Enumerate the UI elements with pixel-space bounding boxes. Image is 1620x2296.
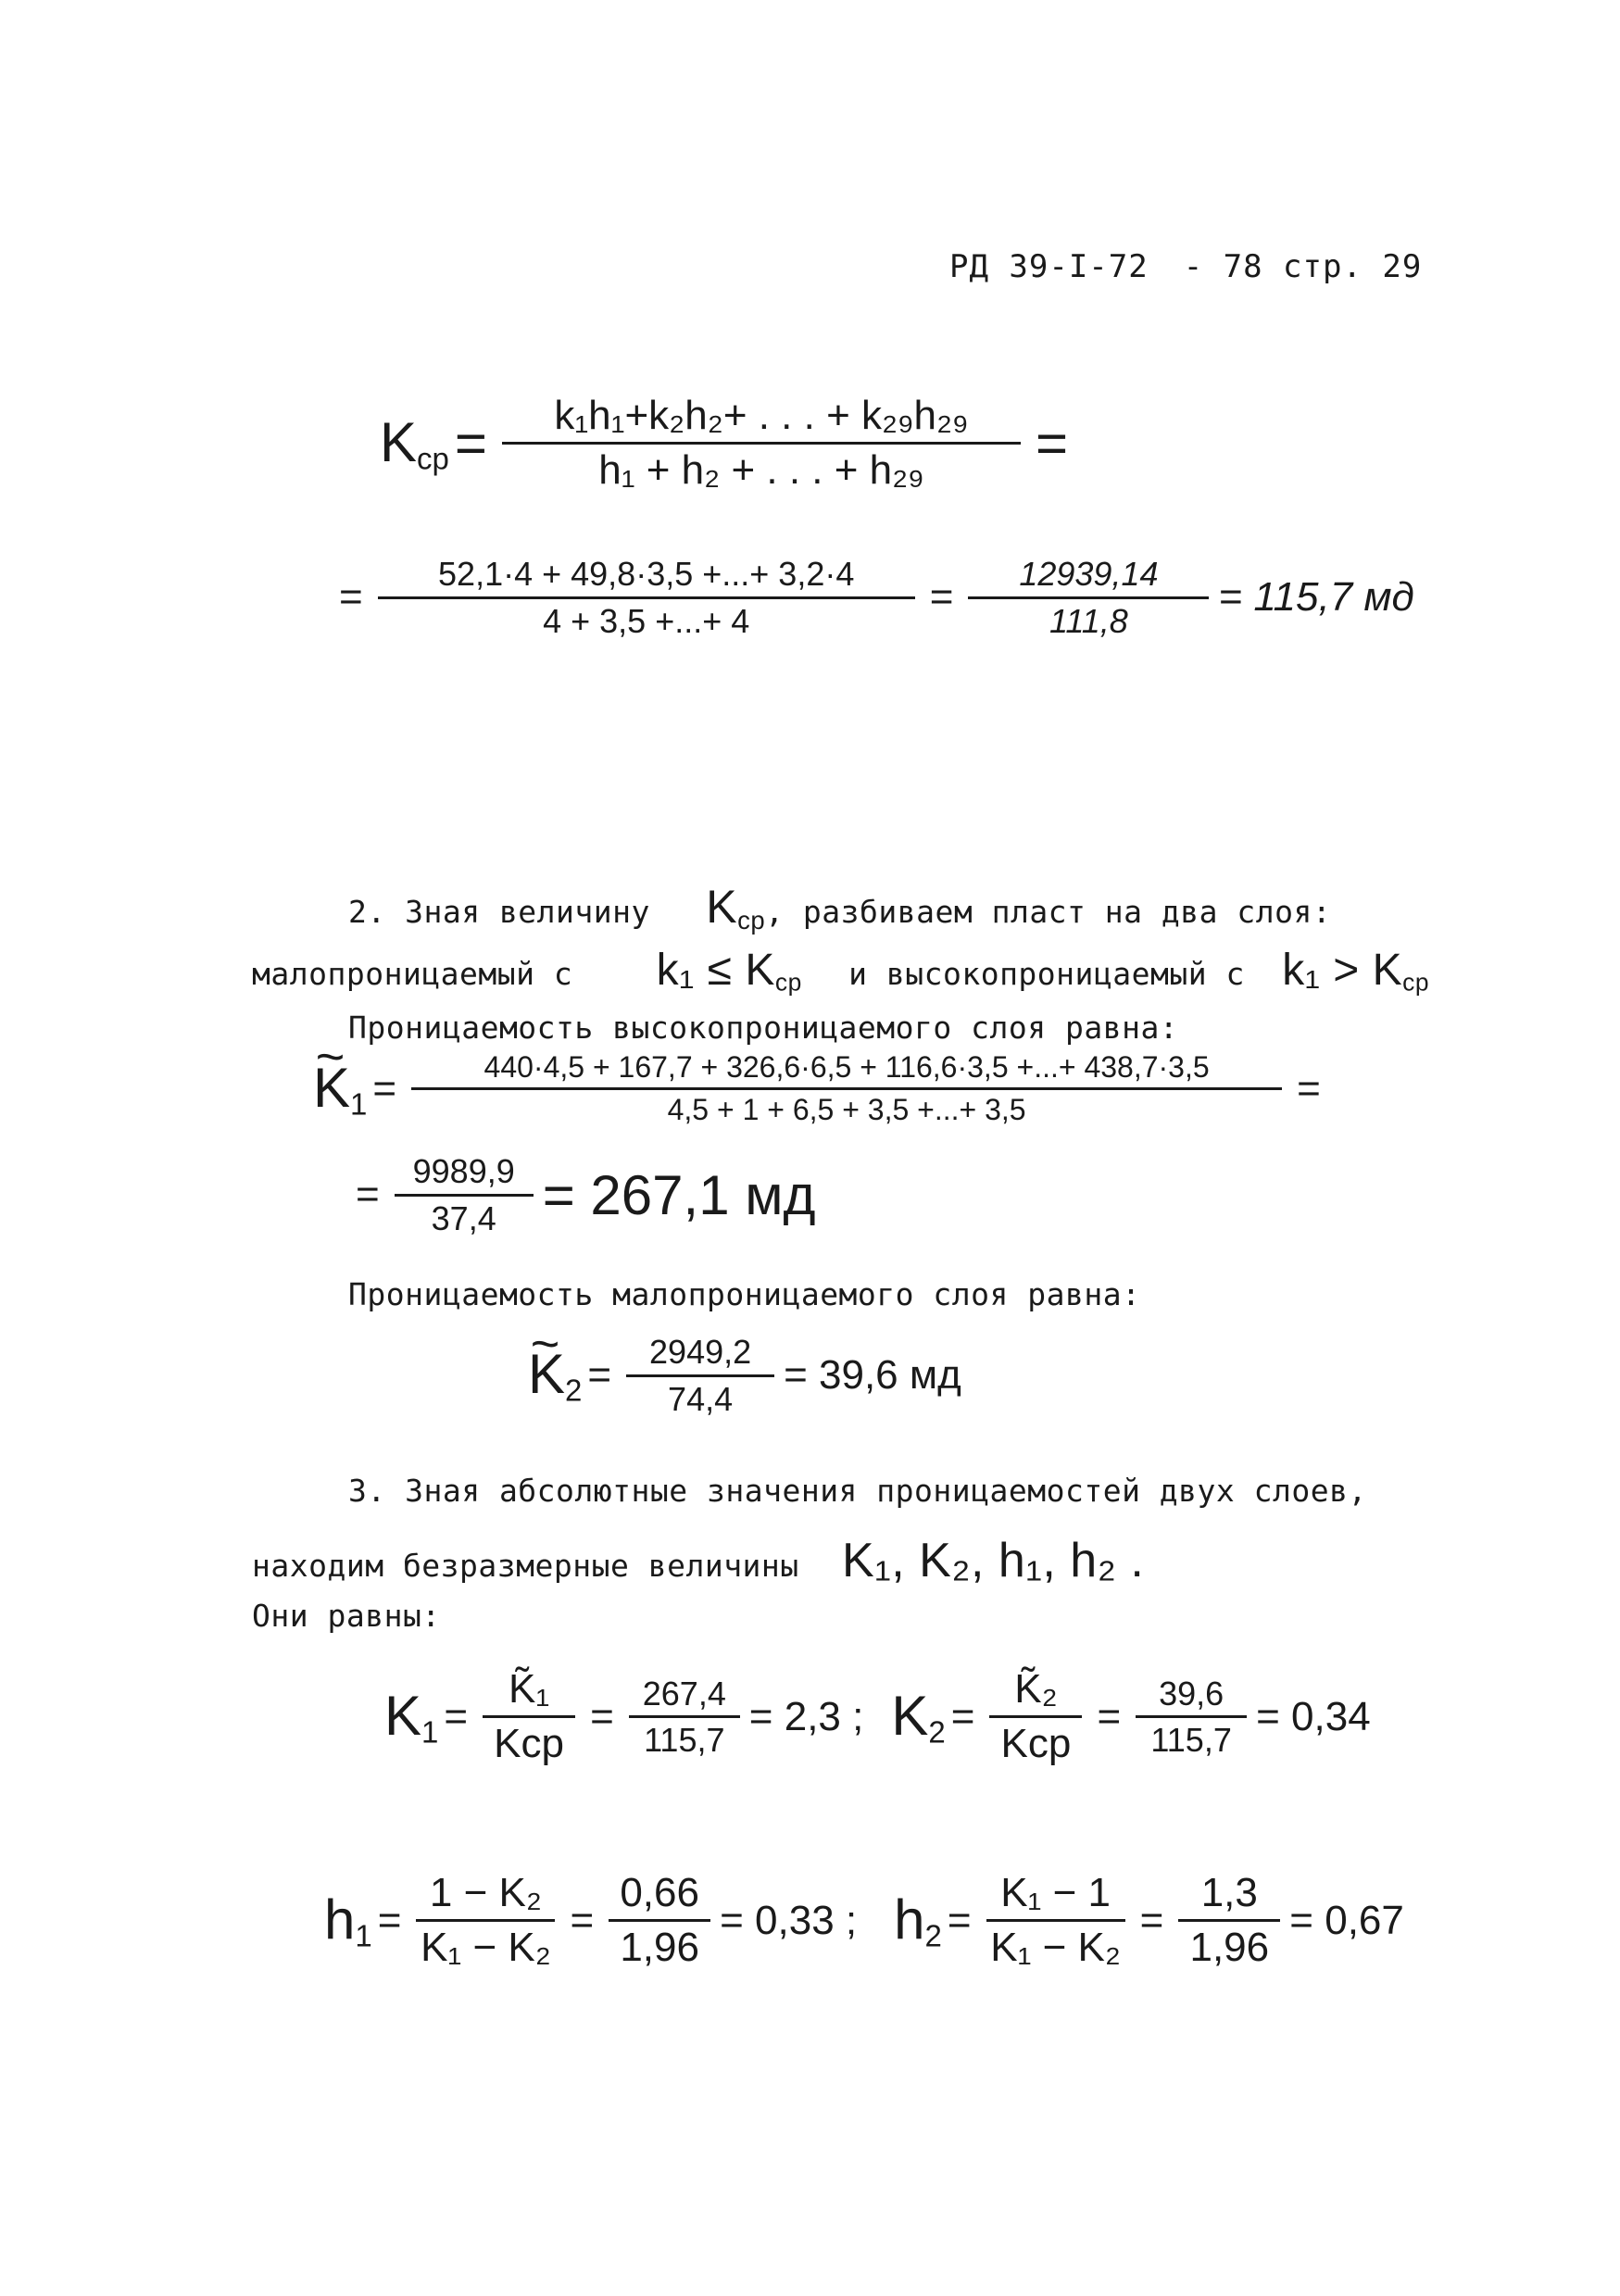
- denominator: Kср: [494, 1721, 564, 1767]
- h1-result: = 0,33 ;: [720, 1897, 858, 1943]
- formula-lhs: $K_{ср}$: [380, 411, 449, 476]
- fraction-bar: [1136, 1715, 1247, 1718]
- fraction: [986, 1871, 1125, 1971]
- fraction-bar: [395, 1194, 534, 1197]
- formula-h-dimensionless: $h_1$ = $\frac{\text{1 − K₂}}{\text{K₁ − K₂}}$ = $\frac{0,66}{1,96}$ = 0,33 ; $h_2$ = $\frac{\text{K₁ − 1}}{\text{K₁ − K₂}}$ = $\frac{1,3}{1,96}$ = 0,67: [324, 1870, 1404, 1971]
- fraction-bar: [609, 1919, 710, 1922]
- paragraph-2-line-1: 2. Зная величину $K_{ср}$, разбиваем пласт на два слоя:: [348, 881, 1332, 935]
- h2-result: = 0,67: [1289, 1897, 1404, 1943]
- numerator: 39,6: [1159, 1674, 1224, 1713]
- denominator: K₁ − K₂: [990, 1925, 1121, 1971]
- doc-code: РД 39-I-72: [949, 248, 1149, 285]
- fraction-bar: [416, 1919, 555, 1922]
- fraction-bar: [1178, 1919, 1280, 1922]
- denominator: 115,7: [1150, 1721, 1232, 1760]
- paragraph-2-line-2: малопроницаемый с $k_1 \le K_{ср}$ и высокопроницаемый с $k_1 > K_{ср}$: [252, 946, 1430, 997]
- denominator: h₁ + h₂ + . . . + h₂₉: [598, 447, 924, 494]
- numerator: 0,66: [620, 1870, 699, 1915]
- fraction-bar: [483, 1715, 575, 1718]
- fraction-bar: [629, 1715, 740, 1718]
- fraction: [502, 394, 1021, 494]
- paragraph-3-line-1: 3. Зная абсолютные значения проницаемостей двух слоев,: [348, 1473, 1367, 1509]
- denominator: 111,8: [1049, 601, 1128, 640]
- paragraph-3-line-3: Они равны:: [252, 1598, 441, 1634]
- fraction-bar: [986, 1919, 1125, 1922]
- fraction: [629, 1675, 740, 1759]
- page-header: [949, 248, 1422, 285]
- fraction: [1136, 1675, 1247, 1759]
- numerator: K₁ − 1: [1000, 1870, 1111, 1915]
- result-value: = 39,6 мд: [784, 1352, 961, 1399]
- numerator: 1 − K₂: [429, 1870, 542, 1915]
- fraction: [626, 1334, 774, 1417]
- page-reference: - 78 стр. 29: [1183, 248, 1423, 285]
- fraction-bar: [989, 1715, 1082, 1718]
- k2-result: = 0,34: [1256, 1693, 1371, 1739]
- formula-high-perm-result: = $\frac{9989,9}{37,4}$ = 267,1 мд: [356, 1152, 816, 1237]
- numerator: 52,1·4 + 49,8·3,5 +...+ 3,2·4: [438, 555, 855, 593]
- denominator: 115,7: [644, 1721, 725, 1760]
- denominator: 4,5 + 1 + 6,5 + 3,5 +...+ 3,5: [667, 1093, 1026, 1127]
- formula-k-dimensionless: $K_1$ = $\frac{\text{K̃₁}}{\text{Kср}}$ = $\frac{267,4}{115,7}$ = 2,3 ; $K_2$ = $\frac{\text{K̃₂}}{\text{Kср}}$ = $\frac{39,6}{115,7}$ = 0,34: [384, 1666, 1371, 1767]
- k1-result: = 2,3 ;: [748, 1693, 864, 1739]
- fraction-bar: [968, 596, 1209, 599]
- formula-low-perm: ~ $K_2$ = $\frac{2949,2}{74,4}$ = 39,6 мд: [528, 1334, 961, 1417]
- numerator: k₁h₁+k₂h₂+ . . . + k₂₉h₂₉: [554, 393, 969, 438]
- fraction-bar: [502, 442, 1021, 445]
- fraction: [989, 1667, 1082, 1767]
- high-perm-caption: Проницаемость высокопроницаемого слоя равна:: [348, 1010, 1179, 1046]
- fraction: [416, 1871, 555, 1971]
- fraction: [609, 1871, 710, 1971]
- numerator: 12939,14: [1019, 555, 1159, 593]
- fraction-bar: [411, 1087, 1282, 1090]
- formula-high-perm: ~ $K_1$ = $\frac{440\cdot 4,5 + 167,7 + 326,6\cdot 6,5 + 116,6\cdot 3,5 +...+ 438,7\cdot 3,5}{4,5 + 1 + 6,5 + 3,5 +...+ 3,5}$ =: [313, 1051, 1326, 1126]
- formula-k-avg-computation: = $\frac{52,1\cdot 4 + 49,8\cdot 3,5 +...+ 3,2\cdot 4}{4 + 3,5 +...+ 4}$ = $\frac{12939,14}{111,8}$ = 115,7 мд: [339, 555, 1414, 640]
- denominator: Kср: [1000, 1721, 1072, 1767]
- denominator: 1,96: [620, 1925, 699, 1971]
- fraction: [1178, 1871, 1280, 1971]
- denominator: 37,4: [431, 1198, 496, 1237]
- paragraph-3-line-2: находим безразмерные величины K₁, K₂, h₁, h₂ .: [252, 1534, 1145, 1587]
- numerator: 1,3: [1200, 1870, 1258, 1915]
- result-value: = 267,1 мд: [542, 1163, 816, 1226]
- result-value: = 115,7 мд: [1218, 574, 1414, 621]
- numerator: 2949,2: [649, 1333, 752, 1371]
- fraction: [411, 1051, 1282, 1126]
- numerator: 267,4: [642, 1674, 726, 1713]
- numerator: K̃₂: [1014, 1666, 1058, 1712]
- denominator: K₁ − K₂: [421, 1925, 551, 1971]
- formula-k-avg-definition: $K_{ср}$ = $\frac{\text{k₁h₁+k₂h₂+ . . . + k₂₉h₂₉}}{\text{h₁ + h₂ + . . . + h₂₉}}$ =: [380, 393, 1068, 494]
- numerator: 440·4,5 + 167,7 + 326,6·6,5 + 116,6·3,5 +...+ 438,7·3,5: [483, 1050, 1210, 1084]
- fraction: [378, 556, 915, 639]
- equals-sign: =: [1035, 412, 1068, 475]
- fraction: [395, 1153, 534, 1236]
- denominator: 74,4: [668, 1379, 734, 1418]
- low-perm-caption: Проницаемость малопроницаемого слоя равна:: [348, 1276, 1141, 1312]
- fraction-bar: [378, 596, 915, 599]
- fraction-bar: [626, 1374, 774, 1377]
- fraction: [968, 556, 1209, 639]
- numerator: K̃₁: [508, 1666, 550, 1712]
- numerator: 9989,9: [412, 1152, 515, 1190]
- fraction: [483, 1667, 575, 1767]
- denominator: 1,96: [1189, 1925, 1270, 1971]
- denominator: 4 + 3,5 +...+ 4: [543, 601, 750, 640]
